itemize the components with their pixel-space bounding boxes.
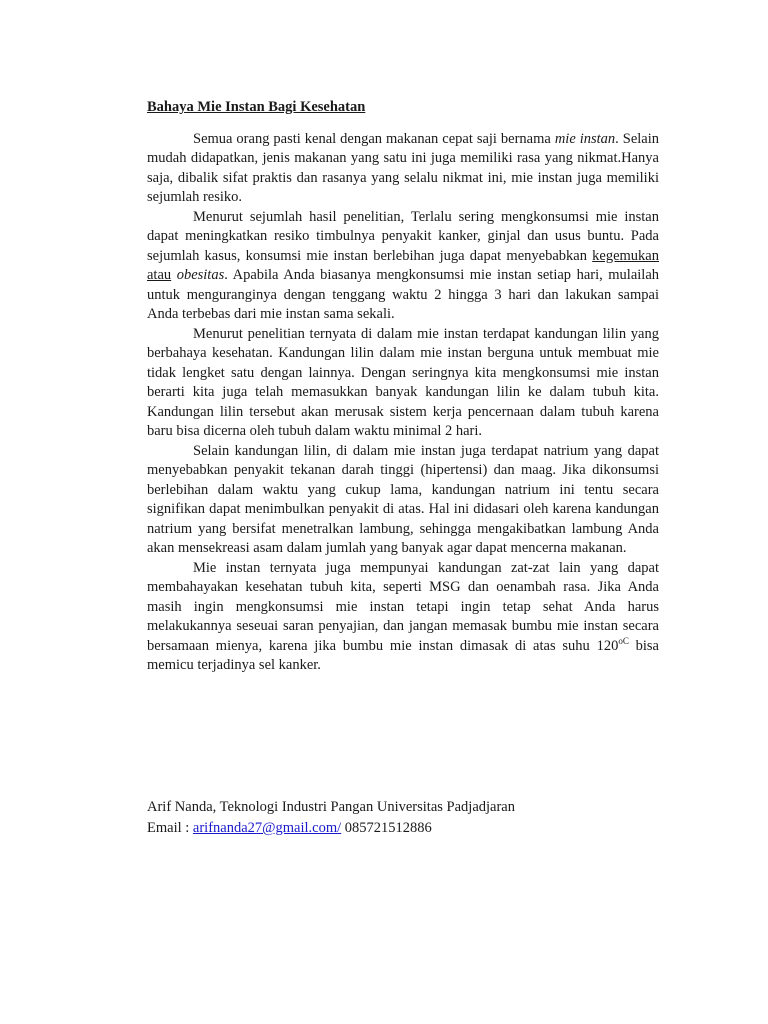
document-title: Bahaya Mie Instan Bagi Kesehatan — [147, 99, 366, 115]
paragraph-3: Menurut penelitian ternyata di dalam mie instan terdapat kandungan lilin yang berbahaya kesehatan. Kandungan lilin dalam mie instan berguna untuk membuat mie tidak lengket satu dengan lainnya. Dengan seringnya kita mengkonsumsi mie instan berarti kita juga telah memasukkan banyak kandungan lilin ke dalam tubuh kita. Kandungan lilin tersebut akan merusak sistem kerja pencernaan dalam tubuh karena baru bisa dicerna oleh tubuh dalam waktu minimal 2 hari. — [147, 325, 659, 439]
paragraph-1 — [147, 130, 659, 208]
p1-italic-term: mie instan — [554, 130, 616, 147]
author-footer — [147, 797, 667, 839]
p2-underlined-term: kegemukan atau — [147, 247, 659, 283]
p2-text-a: Menurut sejumlah hasil penelitian, Terlalu sering mengkonsumsi mie instan dapat meningkatkan resiko timbulnya penyakit kanker, ginjal dan usus buntu. Pada sejumlah kasus, konsumsi mie instan berlebihan juga dapat menyebabkan — [147, 208, 659, 264]
email-link[interactable]: arifnanda27@gmail.com/ — [192, 820, 342, 836]
contact-line — [147, 818, 667, 839]
paragraph-5 — [147, 559, 659, 676]
p5-text-b: bisa memicu terjadinya sel kanker. — [147, 637, 659, 673]
p2-italic-term: obesitas — [176, 267, 225, 283]
paragraph-2 — [147, 208, 659, 325]
p5-text-a: Mie instan ternyata juga mempunyai kandungan zat-zat lain yang dapat membahayakan kesehatan tubuh kita, seperti MSG dan oenambah rasa. Jika Anda masih ingin mengkonsumsi mie instan tetapi ingin tetap sehat Anda harus melakukannya seseuai saran penyajian, dan jangan memasak bumbu mie instan secara bersamaan mienya, karena jika bumbu mie instan dimasak di atas suhu 120 — [147, 559, 659, 654]
document-body — [147, 98, 659, 676]
author-line: Arif Nanda, Teknologi Industri Pangan Universitas Padjadjaran — [147, 799, 515, 815]
p1-text-c: . Selain mudah didapatkan, jenis makanan yang satu ini juga memiliki rasa yang nikmat.Hanya saja, dibalik sifat praktis dan rasanya yang selalu nikmat ini, mie instan juga memiliki sejumlah resiko. — [147, 130, 660, 205]
p2-text-e: . Apabila Anda biasanya mengkonsumsi mie instan setiap hari, mulailah untuk menguranginya dengan tenggang waktu 2 hingga 3 hari dan lakukan sampai Anda terbebas dari mie instan sama sekali. — [147, 267, 660, 322]
paragraph-4: Selain kandungan lilin, di dalam mie instan juga terdapat natrium yang dapat menyebabkan penyakit tekanan darah tinggi (hipertensi) dan maag. Jika dikonsumsi berlebihan dalam waktu yang cukup lama, kandungan natrium ini tentu secara signifikan dapat menimbulkan penyakit di atas. Hal ini didasari oleh karena kandungan natrium yang bersifat menetralkan lambung, sehingga mengakibatkan lambung Anda akan mensekreasi asam dalam jumlah yang banyak agar dapat mencerna makanan. — [147, 442, 659, 556]
email-label: Email : — [147, 820, 193, 836]
p5-degree-superscript: oC — [618, 635, 629, 646]
phone-number: 085721512886 — [341, 820, 432, 836]
p1-text-a: Semua orang pasti kenal dengan makanan cepat saji bernama — [193, 130, 555, 147]
